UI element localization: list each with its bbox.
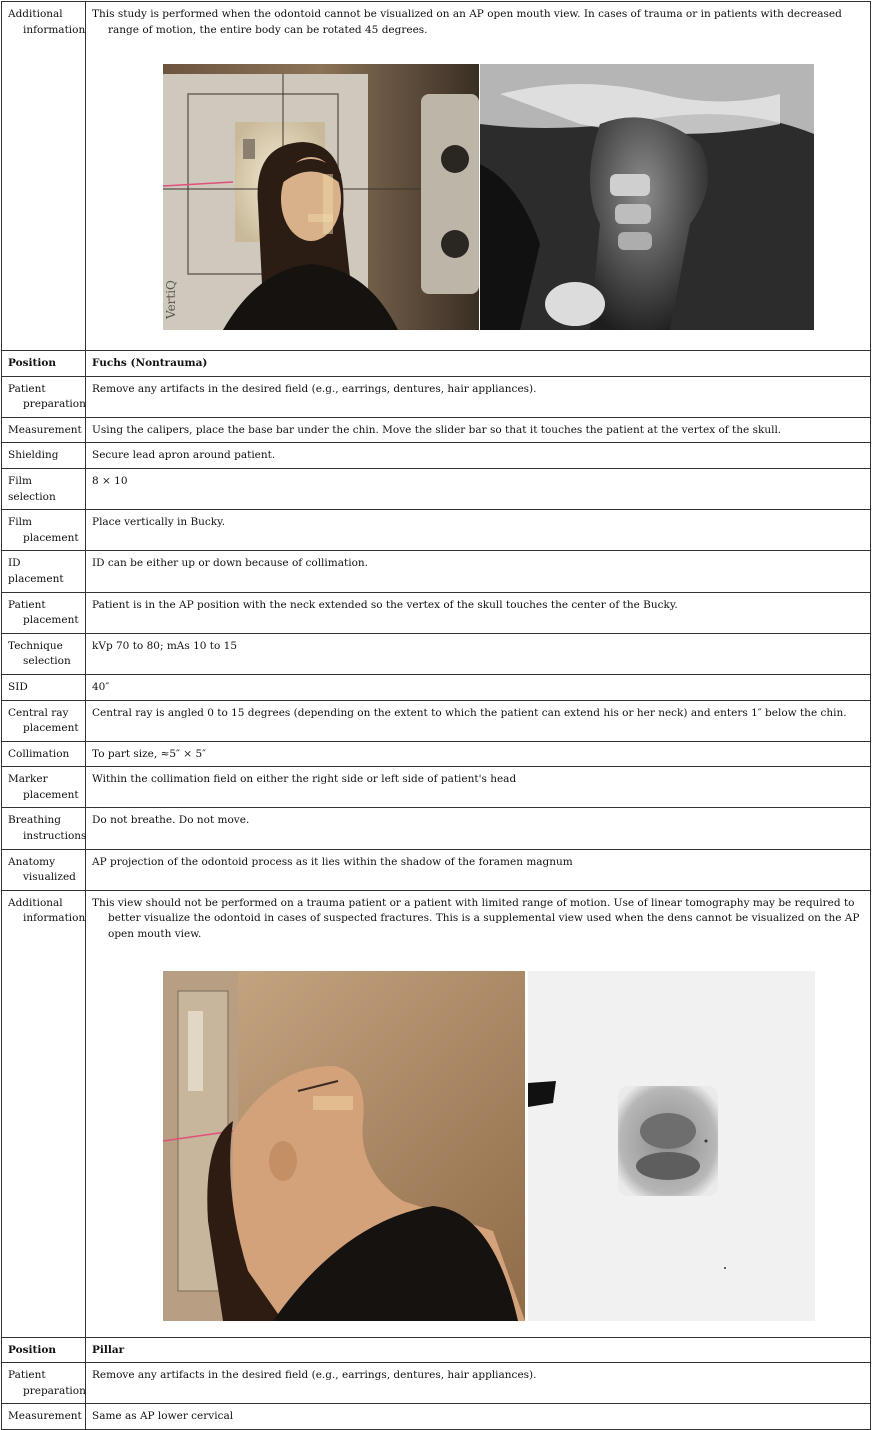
label-line-2: information [23,912,86,925]
label-line-1: Additional [8,896,63,909]
additional-info-text: This study is performed when the odontoid cannot be visualized on an AP open mouth view. In cases of trauma or in patients with decreased range of motion, the entire body can be rotated 45 degrees. [92,8,842,36]
row-label [2,633,86,674]
row-label [2,376,86,417]
label-line-1: Patient [8,382,46,395]
figure-row [92,943,864,1333]
label-line-1: Anatomy [8,855,56,868]
row-value: 8 × 10 [86,468,871,509]
fuchs-xray [528,971,815,1321]
row-label [2,2,86,351]
table-row [2,633,871,674]
row-label [2,592,86,633]
row-value: Same as AP lower cervical [86,1404,871,1430]
row-value: ID can be either up or down because of collimation. [86,551,871,592]
row-label [2,468,86,509]
row-label [2,1363,86,1404]
row-value: AP projection of the odontoid process as it lies within the shadow of the foramen magnum [86,849,871,890]
label-line-2: visualized [23,871,76,884]
label-line-2: placement [23,788,79,801]
row-label [2,417,86,443]
position-value: Fuchs (Nontrauma) [86,351,871,377]
label-line-1: Breathing [8,814,62,827]
row-value: Remove any artifacts in the desired field (e.g., earrings, dentures, hair appliances). [86,376,871,417]
table-row [2,849,871,890]
row-value: Patient is in the AP position with the neck extended so the vertex of the skull touches the center of the Bucky. [86,592,871,633]
table-row [2,767,871,808]
row-label [2,700,86,741]
position-label: Position [2,1337,86,1363]
brand-logo-text: VertiQ [164,280,178,320]
label-line-2: placement [23,614,79,627]
row-label [2,551,86,592]
label-line-1: SID [8,680,28,693]
position-label: Position [2,351,86,377]
row-value: 40″ [86,674,871,700]
row-label [2,808,86,849]
lateral-cervical-xray [480,64,814,330]
row-label [2,767,86,808]
row-value: Do not breathe. Do not move. [86,808,871,849]
position-value: Pillar [86,1337,871,1363]
label-line-2: preparation [23,398,86,411]
table-row [2,700,871,741]
row-value: Secure lead apron around patient. [86,443,871,469]
patient-fuchs-photo [163,971,525,1321]
label-line-1: Film selection [8,474,56,503]
label-line-1: Collimation [8,747,70,760]
row-label [2,674,86,700]
table-row [2,890,871,1337]
table-row [2,1404,871,1430]
table-row [2,376,871,417]
row-label [2,443,86,469]
label-line-1: Central ray [8,706,69,719]
procedure-table [1,1,871,1430]
row-label [2,510,86,551]
additional-info-text: This view should not be performed on a trauma patient or a patient with limited range of motion. Use of linear tomography may be required to better visualize the odontoid in cases of suspected fractures. This is a supplemental view used when the dens cannot be visualized on the AP open mouth view. [92,896,860,941]
patient-lateral-photo [163,64,479,330]
table-row [2,2,871,351]
label-line-2: placement [23,722,79,735]
label-line-2: information [23,23,86,36]
label-line-1: Film [8,516,32,529]
table-row [2,443,871,469]
position-row [2,1337,871,1363]
table-row [2,674,871,700]
label-line-1: Measurement [8,423,82,436]
label-line-1: Additional [8,8,63,20]
row-value: Within the collimation field on either the right side or left side of patient's head [86,767,871,808]
row-value: Remove any artifacts in the desired field (e.g., earrings, dentures, hair appliances). [86,1363,871,1404]
row-value [86,2,871,351]
row-value: To part size, ≈5″ × 5″ [86,741,871,767]
figure-row [92,38,864,328]
label-line-1: Marker [8,773,48,786]
row-value: kVp 70 to 80; mAs 10 to 15 [86,633,871,674]
table-row [2,468,871,509]
table-row [2,510,871,551]
row-label [2,1404,86,1430]
row-value: Place vertically in Bucky. [86,510,871,551]
label-line-2: placement [23,531,79,544]
position-row [2,351,871,377]
row-value: Using the calipers, place the base bar under the chin. Move the slider bar so that it touches the patient at the vertex of the skull. [86,417,871,443]
label-line-1: Technique [8,639,63,652]
label-line-2: preparation [23,1384,86,1397]
label-line-1: Patient [8,1369,46,1382]
table-row [2,551,871,592]
label-line-1: Shielding [8,449,59,462]
table-row [2,741,871,767]
table-row [2,1363,871,1404]
table-row [2,417,871,443]
label-line-2: instructions [23,830,87,843]
row-label [2,849,86,890]
label-line-1: Measurement [8,1410,82,1423]
row-label [2,890,86,1337]
label-line-1: ID placement [8,557,64,585]
table-row [2,592,871,633]
row-label [2,741,86,767]
label-line-2: selection [23,655,71,668]
row-value: Central ray is angled 0 to 15 degrees (depending on the extent to which the patient can extend his or her neck) and enters 1″ below the chin. [86,700,871,741]
label-line-1: Patient [8,598,46,611]
table-row [2,808,871,849]
row-value [86,890,871,1337]
